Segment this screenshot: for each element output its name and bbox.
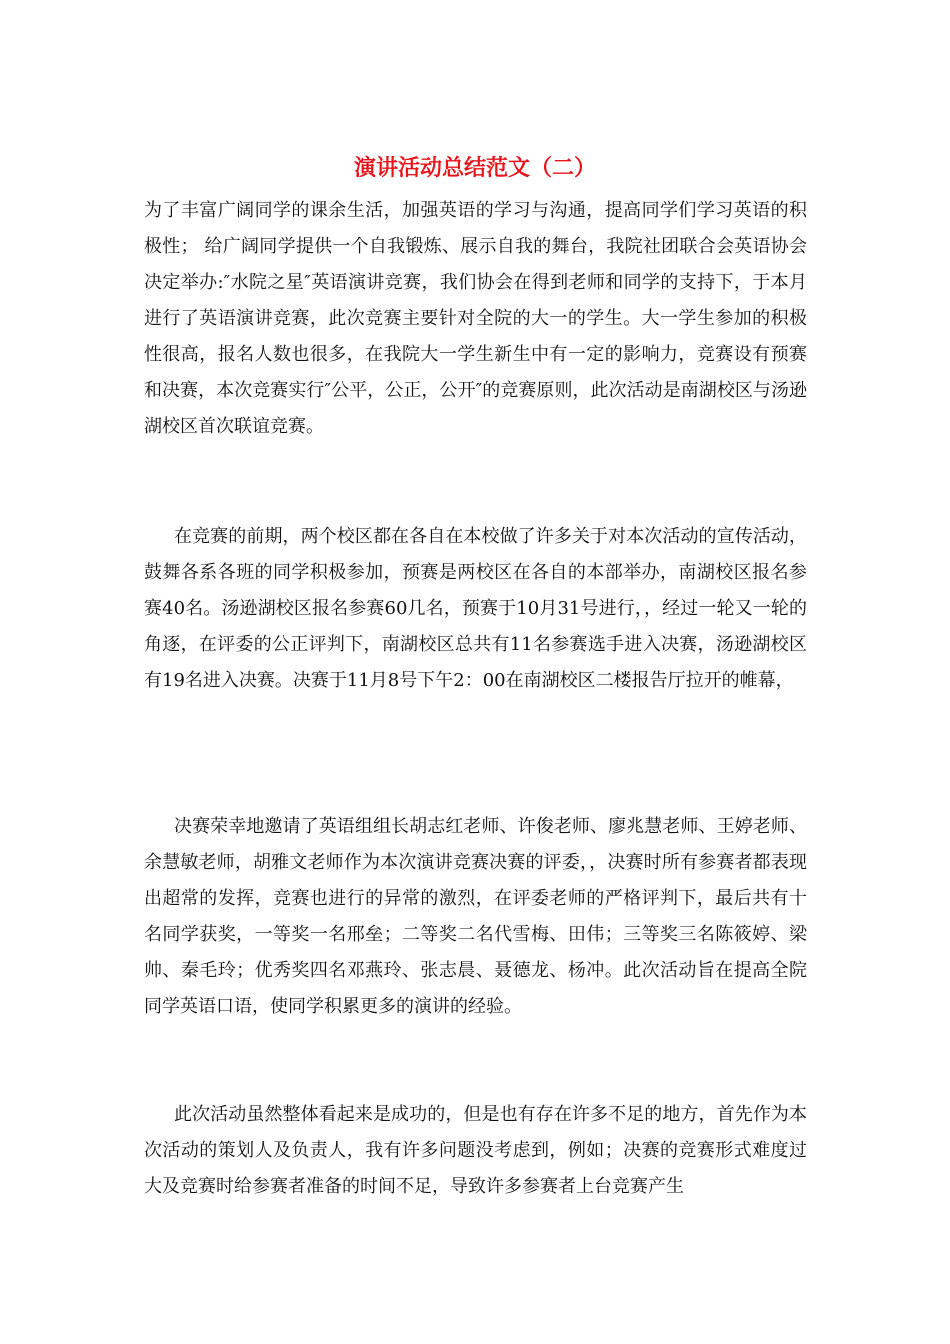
paragraph-intro: 为了丰富广阔同学的课余生活，加强英语的学习与沟通，提高同学们学习英语的积极性； 给广阔同学提供一个自我锻炼、展示自我的舞台，我院社团联合会英语协会决定举办:″水院之星″英语演讲竞赛，我们协会在得到老师和同学的支持下，于本月进行了英语演讲竞赛，此次竞赛主要针对全院的大一的学生。大一学生参加的积极性很高，报名人数也很多，在我院大一学生新生中有一定的影响力，竞赛设有预赛和决赛，本次竞赛实行″公平，公正，公开″的竞赛原则，此次活动是南湖校区与汤逊湖校区首次联谊竞赛。 [144, 200, 807, 437]
paragraph-reflection: 此次活动虽然整体看起来是成功的，但是也有存在许多不足的地方，首先作为本次活动的策划人及负责人，我有许多问题没考虑到，例如；决赛的竞赛形式难度过大及竞赛时给参赛者准备的时间不足，导致许多参赛者上台竞赛产生 [144, 1104, 807, 1197]
paragraph-preliminary: 在竞赛的前期，两个校区都在各自在本校做了许多关于对本次活动的宣传活动，鼓舞各系各班的同学积极参加，预赛是两校区在各自的本部举办，南湖校区报名参赛40名。汤逊湖校区报名参赛60几名，预赛于10月31号进行，，经过一轮又一轮的角逐，在评委的公正评判下，南湖校区总共有11名参赛选手进入决赛，汤逊湖校区有19名进入决赛。决赛于11月8号下午2：00在南湖校区二楼报告厅拉开的帷幕， [144, 526, 807, 691]
document-title: 演讲活动总结范文（二） [353, 155, 596, 181]
paragraph-final: 决赛荣幸地邀请了英语组组长胡志红老师、许俊老师、廖兆慧老师、王婷老师、余慧敏老师，胡雅文老师作为本次演讲竞赛决赛的评委，，决赛时所有参赛者都表现出超常的发挥，竞赛也进行的异常的激烈，在评委老师的严格评判下，最后共有十名同学获奖，一等奖一名邢垒；二等奖二名代雪梅、田伟；三等奖三名陈筱婷、梁帅、秦毛玲；优秀奖四名邓燕玲、张志晨、聂德龙、杨冲。此次活动旨在提高全院同学英语口语，使同学积累更多的演讲的经验。 [144, 816, 807, 1017]
